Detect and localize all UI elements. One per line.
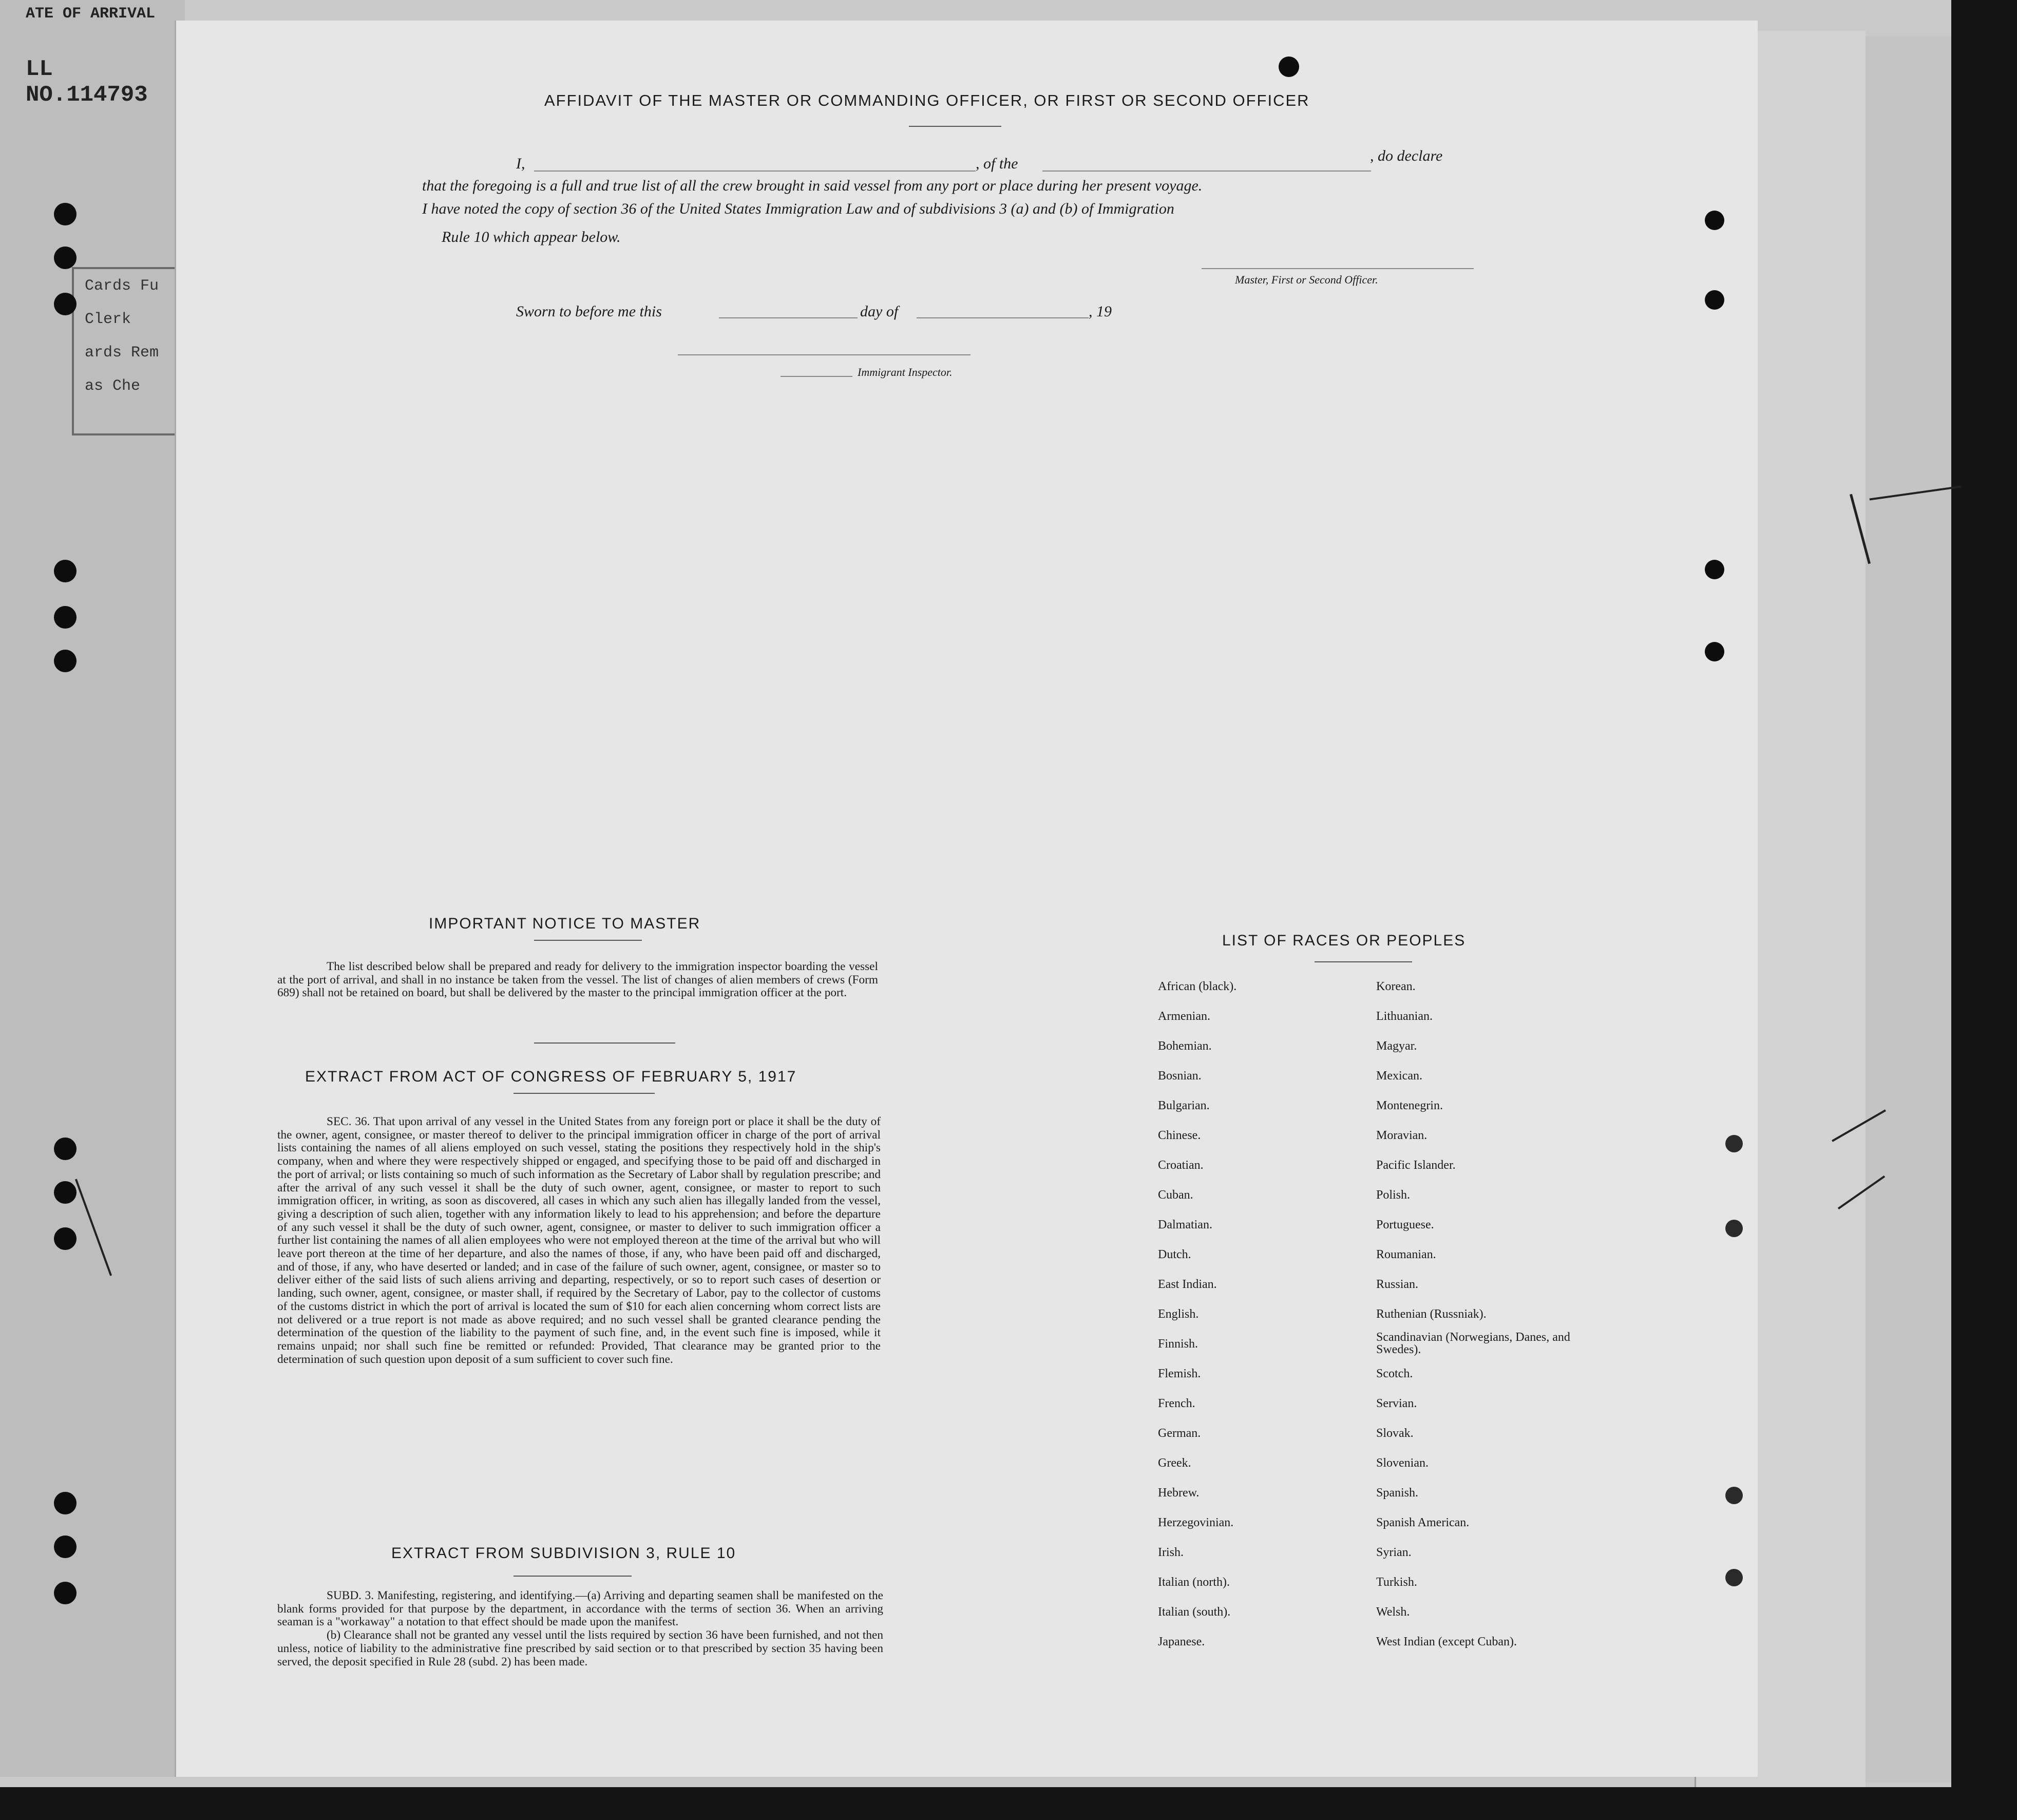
race-item: Spanish American. <box>1376 1516 1470 1529</box>
punch-hole <box>54 247 77 269</box>
punch-hole <box>1279 56 1299 77</box>
sworn-month-blank <box>917 317 1089 318</box>
race-item: Syrian. <box>1376 1546 1412 1559</box>
rule-title: EXTRACT FROM SUBDIVISION 3, RULE 10 <box>391 1545 736 1562</box>
affidavit-line-3: I have noted the copy of section 36 of the United States Immigration Law and of subdivisions 3 (a) and (b) of Immigration <box>422 200 1174 217</box>
punch-hole <box>54 1181 77 1204</box>
affidavit-title: AFFIDAVIT OF THE MASTER OR COMMANDING OFFICER, OR FIRST OR SECOND OFFICER <box>544 91 1310 109</box>
stub-box-line: ards Rem <box>85 344 159 362</box>
punch-hole <box>1725 1220 1743 1237</box>
race-item: Bulgarian. <box>1158 1099 1210 1112</box>
races-title: LIST OF RACES OR PEOPLES <box>1222 932 1466 949</box>
notice-rule-bottom <box>534 1042 675 1044</box>
race-item: German. <box>1158 1427 1201 1440</box>
race-item: Armenian. <box>1158 1010 1210 1023</box>
race-item: Moravian. <box>1376 1129 1428 1142</box>
notice-rule <box>534 940 642 941</box>
punch-hole <box>54 1138 77 1160</box>
punch-hole <box>1705 642 1724 661</box>
race-item: Finnish. <box>1158 1337 1198 1351</box>
punch-hole <box>1725 1135 1743 1152</box>
race-item: Slovenian. <box>1376 1456 1429 1470</box>
race-item: Italian (north). <box>1158 1576 1230 1589</box>
race-item: Magyar. <box>1376 1039 1417 1053</box>
race-item: French. <box>1158 1397 1195 1410</box>
scan-border-bottom <box>0 1787 2017 1820</box>
race-item: Russian. <box>1376 1278 1419 1291</box>
punch-hole <box>1705 560 1724 579</box>
punch-hole <box>54 1492 77 1514</box>
punch-hole <box>54 1227 77 1250</box>
punch-hole <box>1705 290 1724 310</box>
race-item: Herzegovinian. <box>1158 1516 1234 1529</box>
rule-para-a: SUBD. 3. Manifesting, registering, and identifying.—(a) Arriving and departing seamen shall be manifested on the blank forms provided for that purpose by the department, in accordance with the terms of section 36. When an arriving seaman is a "workaway" a notation to that effect should be made upon the manifest. <box>277 1589 883 1629</box>
stub-box-line: as Che <box>85 377 141 395</box>
rule-rule <box>513 1576 632 1577</box>
stub-box-line: Clerk <box>85 311 131 328</box>
race-item: Cuban. <box>1158 1188 1193 1202</box>
affidavit-of-the: , of the <box>976 155 1018 172</box>
stub-arrival-header: ATE OF ARRIVAL <box>26 5 156 23</box>
affidavit-line-4: Rule 10 which appear below. <box>442 229 621 245</box>
scan-border-right <box>1951 0 2017 1820</box>
race-item: Croatian. <box>1158 1159 1204 1172</box>
punch-hole <box>1705 211 1724 230</box>
notice-body: The list described below shall be prepared and ready for delivery to the immigration inspector boarding the vessel at the port of arrival, and shall in no instance be taken from the vessel. The list of changes of alien members of crews (Form 689) shall not be retained on board, but shall be delivered by the master to the principal immigration officer at the port. <box>277 960 878 1000</box>
race-item: Hebrew. <box>1158 1486 1200 1500</box>
sworn-year: , 19 <box>1089 303 1112 320</box>
punch-hole <box>54 203 77 225</box>
title-rule <box>909 126 1001 127</box>
race-item: Japanese. <box>1158 1635 1205 1648</box>
race-item: Slovak. <box>1376 1427 1414 1440</box>
act-rule <box>513 1093 655 1094</box>
race-item: Ruthenian (Russniak). <box>1376 1307 1487 1321</box>
race-item: East Indian. <box>1158 1278 1217 1291</box>
race-item: Bosnian. <box>1158 1069 1202 1083</box>
race-item: Italian (south). <box>1158 1605 1231 1619</box>
affidavit-i: I, <box>516 155 525 172</box>
sworn-day-of: day of <box>860 303 899 320</box>
inspector-blank <box>678 354 971 355</box>
name-blank <box>534 170 976 172</box>
punch-hole <box>54 650 77 672</box>
race-item: Turkish. <box>1376 1576 1417 1589</box>
race-item: Pacific Islander. <box>1376 1159 1456 1172</box>
race-item: Portuguese. <box>1376 1218 1434 1231</box>
punch-hole <box>54 560 77 582</box>
race-item: Roumanian. <box>1376 1248 1436 1261</box>
affidavit-line-2: that the foregoing is a full and true list of all the crew brought in said vessel from any port or place during her present voyage. <box>422 177 1203 194</box>
notice-title: IMPORTANT NOTICE TO MASTER <box>429 915 701 932</box>
punch-hole <box>1725 1569 1743 1586</box>
race-item: Mexican. <box>1376 1069 1422 1083</box>
race-item: Welsh. <box>1376 1605 1410 1619</box>
left-stub <box>0 0 185 1777</box>
signature-caption: Master, First or Second Officer. <box>1235 273 1378 286</box>
race-item: Servian. <box>1376 1397 1417 1410</box>
punch-hole <box>54 1582 77 1604</box>
race-item: Dutch. <box>1158 1248 1191 1261</box>
race-item: African (black). <box>1158 980 1237 993</box>
race-item: West Indian (except Cuban). <box>1376 1635 1517 1648</box>
race-item: Korean. <box>1376 980 1416 993</box>
race-item: Lithuanian. <box>1376 1010 1433 1023</box>
race-item: Flemish. <box>1158 1367 1201 1380</box>
stub-box-line: Cards Fu <box>85 277 159 295</box>
race-item: Montenegrin. <box>1376 1099 1443 1112</box>
act-title: EXTRACT FROM ACT OF CONGRESS OF FEBRUARY 5, 1917 <box>305 1068 797 1085</box>
punch-hole <box>54 606 77 629</box>
affidavit-page <box>175 21 1758 1777</box>
punch-hole <box>54 293 77 315</box>
sworn-day-blank <box>719 317 858 318</box>
race-item: Dalmatian. <box>1158 1218 1212 1231</box>
races-rule <box>1315 961 1412 962</box>
inspector-caption: Immigrant Inspector. <box>858 366 953 378</box>
act-body: SEC. 36. That upon arrival of any vessel in the United States from any foreign port or place it shall be the duty of the owner, agent, consignee, or master thereof to deliver to the principal immigration officer in charge of the port of arrival lists containing the names of all aliens employed on such vessel, stating the positions they respectively hold in the ship's company, when and where they were respectively shipped or engaged, and specifying those to be paid off and discharged in the port of arrival; or lists containing so much of such information as the Secretary of Labor shall by regulation prescribe; and after the arrival of any such vessel it shall be the duty of such owner, agent, consignee, or master to report to such immigration officer, in writing, as soon as discovered, all cases in which any such alien has illegally landed from the vessel, giving a description of such alien, together with any information likely to lead to his apprehension; and before the departure of any such vessel it shall be the duty of such owner, agent, consignee, or master to deliver to such immigration officer a further list containing the names of all alien employees who were not employed thereon at the time of the arrival but who will leave port thereon at the time of her departure, and also the names of those, if any, who have been paid off and discharged, and of those, if any, who have deserted or landed; and in case of the failure of such owner, agent, consignee, or master so to deliver either of the said lists of such aliens arriving and departing, respectively, or so to report such cases of desertion or landing, such owner, agent, consignee, or master shall, if required by the Secretary of Labor, pay to the collector of customs of the customs district in which the port of arrival is located the sum of $10 for each alien concerning whom correct lists are not delivered or a true report is not made as above required; and no such vessel shall be granted clearance pending the determination of the question of the liability to the payment of such fine, and, in the event such fine is imposed, while it remains unpaid; nor shall such fine be remitted or refunded: Provided, That clearance may be granted prior to the determination of such question upon deposit of a sum sufficient to cover such fine. <box>277 1115 881 1366</box>
race-item: Polish. <box>1376 1188 1411 1202</box>
signature-blank <box>1202 268 1474 269</box>
vessel-blank <box>1042 170 1371 172</box>
inspector-short-rule <box>781 376 852 377</box>
race-item: Chinese. <box>1158 1129 1201 1142</box>
race-item: Bohemian. <box>1158 1039 1212 1053</box>
race-item: Greek. <box>1158 1456 1191 1470</box>
race-item: Irish. <box>1158 1546 1184 1559</box>
punch-hole <box>54 1535 77 1558</box>
rule-para-b: (b) Clearance shall not be granted any vessel until the lists required by section 36 have been furnished, and not then unless, notice of liability to the administrative fine prescribed by said section or to that prescribed by section 35 having been served, the deposit specified in Rule 28 (subd. 2) has been made. <box>277 1628 883 1669</box>
stub-list-number: LL NO.114793 <box>26 56 148 108</box>
race-item: Scotch. <box>1376 1367 1413 1380</box>
race-item: Spanish. <box>1376 1486 1419 1500</box>
race-item: English. <box>1158 1307 1199 1321</box>
sworn-text: Sworn to before me this <box>516 303 662 320</box>
race-item: Scandinavian (Norwegians, Danes, and Swedes). <box>1376 1331 1570 1356</box>
punch-hole <box>1725 1487 1743 1504</box>
rule-body <box>277 1589 883 1669</box>
affidavit-declare: , do declare <box>1370 147 1443 164</box>
